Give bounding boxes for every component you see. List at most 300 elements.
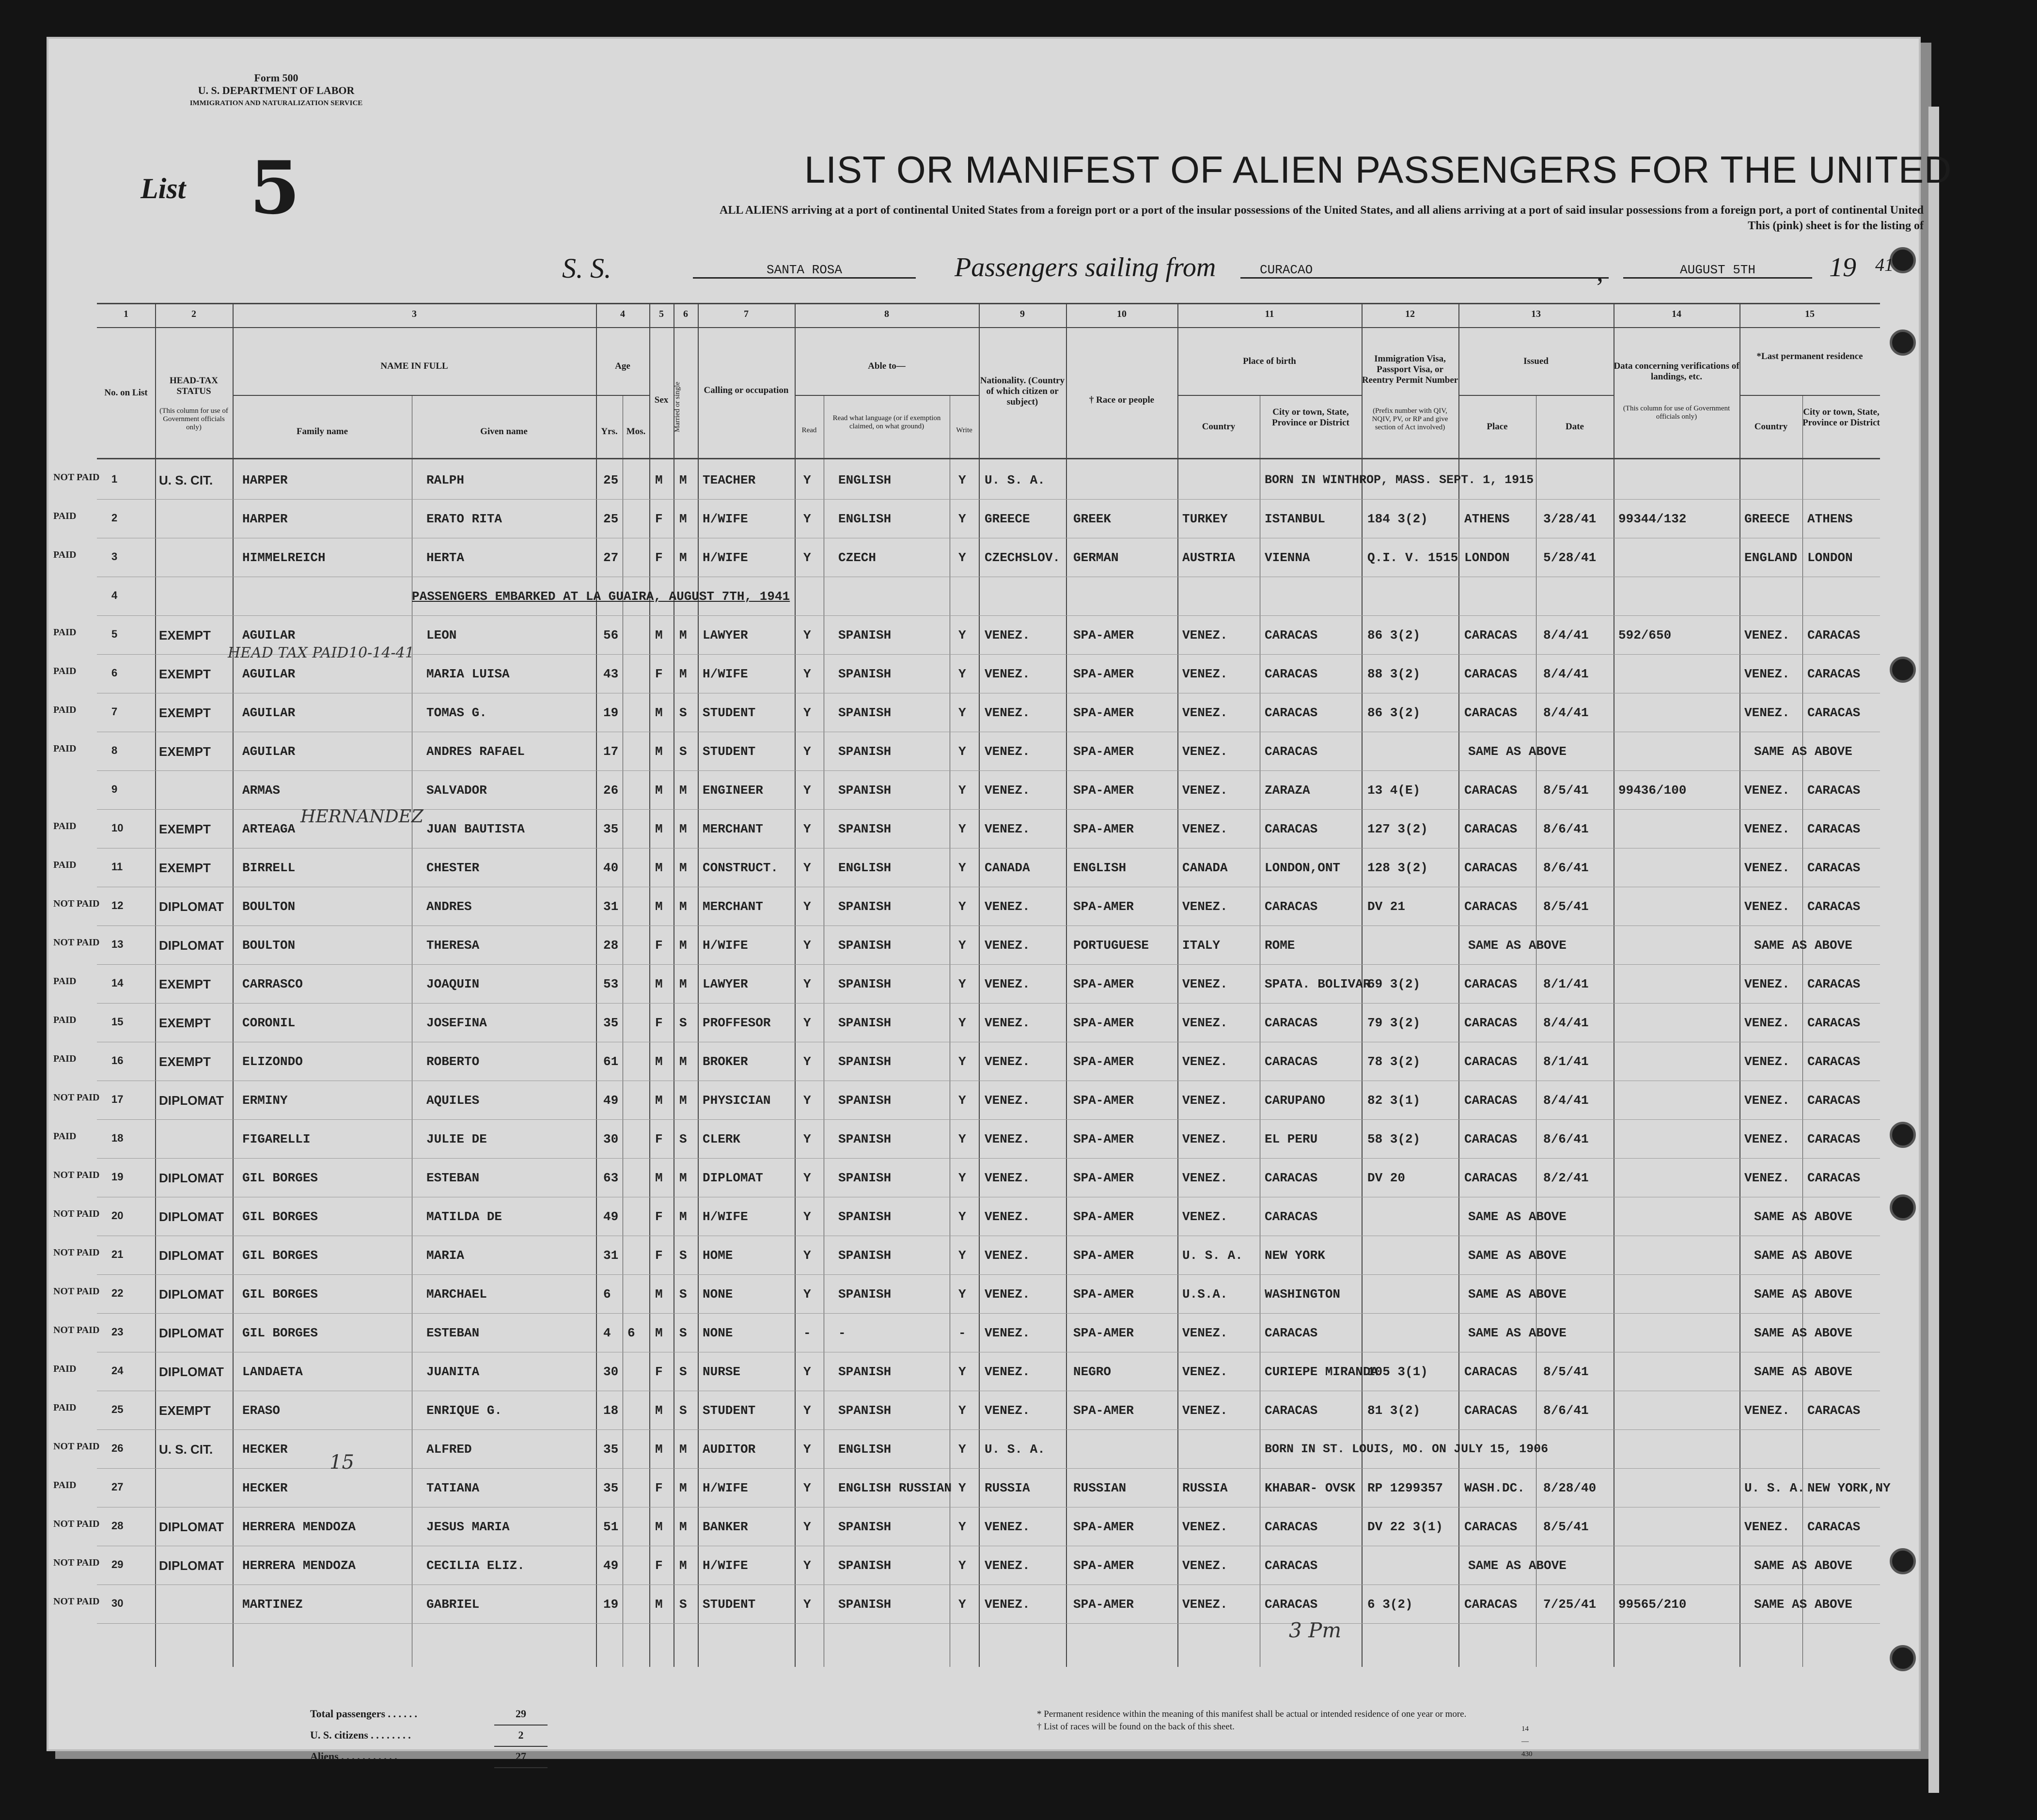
payment-status: PAID: [53, 821, 77, 832]
cell-visa-number: 81 3(2): [1367, 1403, 1421, 1418]
subheader-rule: [233, 395, 596, 396]
cell-age-years: 63: [603, 1171, 619, 1185]
cell-visa-number: DV 21: [1367, 899, 1406, 914]
total-passengers-label: Total passengers: [310, 1708, 386, 1720]
row-rule: [97, 1313, 1880, 1314]
cell-language: SPANISH: [838, 1093, 892, 1108]
cell-visa-number: DV 20: [1367, 1171, 1406, 1185]
cell-residence-country: SAME AS ABOVE: [1754, 1209, 1852, 1224]
form-code: 14—430: [1521, 1725, 1533, 1758]
cell-can-read: Y: [803, 1016, 811, 1030]
cell-residence-city: CARACAS: [1807, 1520, 1861, 1534]
header-given-name: Given name: [480, 426, 528, 437]
cell-given-name: MATILDA DE: [426, 1209, 502, 1224]
cell-race: SPA-AMER: [1073, 1093, 1134, 1108]
cell-marital-status: M: [679, 1442, 687, 1457]
col-num-12: 12: [1405, 309, 1415, 319]
cell-given-name: THERESA: [426, 938, 480, 953]
cell-visa-number: 127 3(2): [1367, 822, 1428, 836]
cell-can-read: Y: [803, 938, 811, 953]
cell-nationality: VENEZ.: [985, 1132, 1030, 1146]
binder-hole: [1890, 247, 1916, 273]
cell-race: GERMAN: [1073, 550, 1119, 565]
cell-language: SPANISH: [838, 1209, 892, 1224]
cell-can-write: Y: [958, 1365, 966, 1379]
cell-issued-date: 8/6/41: [1543, 1132, 1589, 1146]
cell-age-years: 49: [603, 1558, 619, 1573]
cell-nationality: RUSSIA: [985, 1481, 1030, 1495]
cell-age-years: 35: [603, 822, 619, 836]
cell-visa-number: 86 3(2): [1367, 706, 1421, 720]
col-num-9: 9: [1020, 309, 1025, 319]
cell-residence-country: SAME AS ABOVE: [1754, 1365, 1852, 1379]
cell-race: SPA-AMER: [1073, 822, 1134, 836]
cell-age-years: 56: [603, 628, 619, 643]
cell-family-name: AGUILAR: [242, 667, 296, 681]
cell-race: SPA-AMER: [1073, 783, 1134, 798]
cell-given-name: JUANITA: [426, 1365, 480, 1379]
cell-nationality: VENEZ.: [985, 1093, 1030, 1108]
cell-issued-date: 8/2/41: [1543, 1171, 1589, 1185]
manifest-subtitle: [489, 203, 1924, 234]
cell-occupation: NONE: [703, 1287, 733, 1302]
cell-issued-place: CARACAS: [1464, 628, 1518, 643]
cell-race: SPA-AMER: [1073, 1597, 1134, 1612]
header-verification-data: Data concerning verifications of landings, etc.: [1614, 361, 1739, 382]
cell-race: SPA-AMER: [1073, 1054, 1134, 1069]
cell-marital-status: S: [679, 1326, 687, 1340]
col-num-8: 8: [884, 309, 889, 319]
cell-occupation: LAWYER: [703, 977, 748, 991]
column-rule: [795, 303, 796, 1667]
cell-language: ENGLISH: [838, 1442, 892, 1457]
cell-residence-city: LONDON: [1807, 550, 1853, 565]
cell-can-read: Y: [803, 1481, 811, 1495]
totals-row: Aliens . . . . . . . . . . . 27: [310, 1746, 417, 1767]
cell-can-write: Y: [958, 628, 966, 643]
cell-residence-country: VENEZ.: [1744, 628, 1790, 643]
cell-head-tax-status: DIPLOMAT: [159, 938, 224, 953]
cell-nationality: VENEZ.: [985, 1209, 1030, 1224]
cell-language: ENGLISH: [838, 861, 892, 875]
cell-visa-number: 86 3(2): [1367, 628, 1421, 643]
cell-residence-country: VENEZ.: [1744, 1403, 1790, 1418]
cell-issued-date: 8/6/41: [1543, 1403, 1589, 1418]
cell-head-tax-status: EXEMPT: [159, 822, 211, 836]
cell-residence-country: VENEZ.: [1744, 1132, 1790, 1146]
cell-can-write: Y: [958, 977, 966, 991]
header-birth-country: Country: [1202, 422, 1236, 432]
cell-family-name: CORONIL: [242, 1016, 296, 1030]
cell-occupation: PROFFESOR: [703, 1016, 771, 1030]
cell-nationality: U. S. A.: [985, 1442, 1045, 1457]
row-rule: [97, 1623, 1880, 1624]
cell-residence-country: VENEZ.: [1744, 899, 1790, 914]
cell-given-name: ESTEBAN: [426, 1171, 480, 1185]
payment-status: PAID: [53, 511, 77, 521]
cell-can-read: Y: [803, 1442, 811, 1457]
cell-can-write: Y: [958, 1171, 966, 1185]
cell-issued-date: 8/5/41: [1543, 783, 1589, 798]
subheader-rule: [795, 395, 979, 396]
cell-head-tax-status: U. S. CIT.: [159, 473, 213, 487]
cell-language: SPANISH: [838, 1132, 892, 1146]
cell-residence-country: VENEZ.: [1744, 667, 1790, 681]
cell-sex: F: [655, 938, 663, 953]
cell-head-tax-status: EXEMPT: [159, 1403, 211, 1418]
row-rule: [97, 499, 1880, 500]
cell-sex: M: [655, 1093, 663, 1108]
cell-visa-number: 79 3(2): [1367, 1016, 1421, 1030]
cell-race: SPA-AMER: [1073, 1558, 1134, 1573]
cell-birth-city: BORN IN WINTHROP, MASS. SEPT. 1, 1915: [1265, 473, 1534, 487]
cell-race: SPA-AMER: [1073, 744, 1134, 759]
cell-nationality: GREECE: [985, 512, 1030, 526]
cell-visa-number: 128 3(2): [1367, 861, 1428, 875]
cell-can-write: Y: [958, 1520, 966, 1534]
header-sex: Sex: [654, 395, 669, 405]
cell-list-number: 25: [111, 1403, 124, 1415]
cell-race: PORTUGUESE: [1073, 938, 1149, 953]
sailing-label: Passengers sailing from: [955, 252, 1216, 282]
cell-list-number: 30: [111, 1597, 124, 1609]
cell-race: SPA-AMER: [1073, 1287, 1134, 1302]
cell-occupation: BROKER: [703, 1054, 748, 1069]
cell-sex: M: [655, 977, 663, 991]
header-able-to: Able to—: [868, 361, 906, 371]
col-num-13: 13: [1531, 309, 1541, 319]
cell-occupation: NURSE: [703, 1365, 741, 1379]
cell-sex: M: [655, 1326, 663, 1340]
cell-occupation: H/WIFE: [703, 512, 748, 526]
cell-issued-place: CARACAS: [1464, 1403, 1518, 1418]
cell-birth-city: LONDON,ONT: [1265, 861, 1341, 875]
cell-language: SPANISH: [838, 1171, 892, 1185]
cell-birth-city: EL PERU: [1265, 1132, 1318, 1146]
cell-list-number: 18: [111, 1132, 124, 1144]
cell-age-years: 4: [603, 1326, 611, 1340]
col-num-2: 2: [191, 309, 196, 319]
cell-race: SPA-AMER: [1073, 1209, 1134, 1224]
cell-residence-country: SAME AS ABOVE: [1754, 938, 1852, 953]
cell-birth-city: CARACAS: [1265, 899, 1318, 914]
cell-marital-status: M: [679, 1558, 687, 1573]
cell-age-years: 30: [603, 1365, 619, 1379]
cell-given-name: GABRIEL: [426, 1597, 480, 1612]
cell-nationality: CZECHSLOV.: [985, 550, 1061, 565]
payment-status: NOT PAID: [53, 1170, 100, 1180]
cell-list-number: 5: [111, 628, 118, 640]
cell-race: SPA-AMER: [1073, 1403, 1134, 1418]
header-write: Write: [956, 426, 972, 434]
cell-head-tax-status: EXEMPT: [159, 628, 211, 643]
cell-marital-status: M: [679, 1093, 687, 1108]
payment-status: PAID: [53, 860, 77, 870]
table-top-rule: [97, 303, 1880, 304]
cell-can-read: Y: [803, 744, 811, 759]
cell-residence-city: CARACAS: [1807, 1054, 1861, 1069]
cell-can-read: Y: [803, 1248, 811, 1263]
cell-marital-status: S: [679, 1132, 687, 1146]
row-rule: [97, 1274, 1880, 1275]
cell-can-write: Y: [958, 783, 966, 798]
cell-given-name: MARIA: [426, 1248, 465, 1263]
row-rule: [97, 1003, 1880, 1004]
cell-list-number: 9: [111, 783, 118, 795]
header-visa: Immigration Visa, Passport Visa, or Reentry Permit Number: [1362, 354, 1458, 385]
header-head-tax-note: (This column for use of Government officials only): [159, 407, 228, 431]
cell-language: -: [838, 1326, 846, 1340]
cell-nationality: VENEZ.: [985, 628, 1030, 643]
cell-issued-place: CARACAS: [1464, 1093, 1518, 1108]
cell-can-write: Y: [958, 1209, 966, 1224]
cell-can-write: Y: [958, 1403, 966, 1418]
cell-can-write: Y: [958, 1597, 966, 1612]
cell-can-write: Y: [958, 1287, 966, 1302]
cell-family-name: GIL BORGES: [242, 1287, 318, 1302]
cell-family-name: HARPER: [242, 473, 288, 487]
cell-issued-place: SAME AS ABOVE: [1468, 744, 1567, 759]
cell-list-number: 12: [111, 899, 124, 911]
cell-residence-country: SAME AS ABOVE: [1754, 744, 1852, 759]
cell-language: SPANISH: [838, 938, 892, 953]
cell-age-years: 17: [603, 744, 619, 759]
cell-can-write: Y: [958, 1093, 966, 1108]
cell-marital-status: M: [679, 1481, 687, 1495]
cell-given-name: JOSEFINA: [426, 1016, 487, 1030]
cell-can-write: Y: [958, 473, 966, 487]
cell-birth-city: BORN IN ST. LOUIS, MO. ON JULY 15, 1906: [1265, 1442, 1549, 1456]
header-age-years: Yrs.: [601, 426, 618, 437]
cell-residence-city: CARACAS: [1807, 706, 1861, 720]
cell-sex: F: [655, 1481, 663, 1495]
cell-nationality: VENEZ.: [985, 822, 1030, 836]
cell-birth-country: U.S.A.: [1182, 1287, 1228, 1302]
totals-block: [310, 1703, 526, 1767]
cell-list-number: 27: [111, 1481, 124, 1493]
row-rule: [97, 1468, 1880, 1469]
cell-birth-country: VENEZ.: [1182, 783, 1228, 798]
cell-marital-status: S: [679, 1597, 687, 1612]
cell-age-years: 27: [603, 550, 619, 565]
cell-occupation: LAWYER: [703, 628, 748, 643]
payment-status: PAID: [53, 1053, 77, 1064]
cell-nationality: VENEZ.: [985, 1597, 1030, 1612]
cell-occupation: TEACHER: [703, 473, 756, 487]
payment-status: NOT PAID: [53, 1557, 100, 1568]
cell-race: SPA-AMER: [1073, 628, 1134, 643]
column-rule: [698, 303, 699, 1667]
cell-age-years: 35: [603, 1442, 619, 1457]
cell-visa-number: 105 3(1): [1367, 1365, 1428, 1379]
cell-sex: F: [655, 667, 663, 681]
header-read: Read: [801, 426, 817, 434]
cell-birth-country: VENEZ.: [1182, 628, 1228, 643]
cell-head-tax-status: EXEMPT: [159, 1016, 211, 1030]
service-name: IMMIGRATION AND NATURALIZATION SERVICE: [189, 99, 363, 107]
cell-nationality: VENEZ.: [985, 1403, 1030, 1418]
header-issued: Issued: [1523, 356, 1549, 366]
cell-residence-country: SAME AS ABOVE: [1754, 1597, 1852, 1612]
cell-verification-data: 99344/132: [1618, 512, 1687, 526]
cell-language: SPANISH: [838, 822, 892, 836]
cell-can-write: Y: [958, 706, 966, 720]
cell-issued-place: CARACAS: [1464, 1365, 1518, 1379]
cell-visa-number: Q.I. V. 1515: [1367, 550, 1458, 565]
cell-family-name: HARPER: [242, 512, 288, 526]
cell-race: SPA-AMER: [1073, 706, 1134, 720]
cell-given-name: HERTA: [426, 550, 465, 565]
cell-can-write: Y: [958, 899, 966, 914]
cell-verification-data: 99565/210: [1618, 1597, 1687, 1612]
cell-list-number: 16: [111, 1054, 124, 1067]
manifest-title: LIST OR MANIFEST OF ALIEN PASSENGERS FOR THE UNITED: [804, 148, 1952, 191]
cell-occupation: CONSTRUCT.: [703, 861, 779, 875]
header-issued-date: Date: [1566, 422, 1584, 432]
cell-residence-city: CARACAS: [1807, 628, 1861, 643]
cell-marital-status: M: [679, 861, 687, 875]
cell-given-name: CECILIA ELIZ.: [426, 1558, 525, 1573]
cell-visa-number: DV 22 3(1): [1367, 1520, 1443, 1534]
cell-age-years: 19: [603, 706, 619, 720]
cell-list-number: 20: [111, 1209, 124, 1222]
cell-nationality: VENEZ.: [985, 1016, 1030, 1030]
cell-nationality: VENEZ.: [985, 1054, 1030, 1069]
cell-can-read: Y: [803, 1520, 811, 1534]
cell-given-name: CHESTER: [426, 861, 480, 875]
cell-can-write: Y: [958, 822, 966, 836]
cell-head-tax-status: U. S. CIT.: [159, 1442, 213, 1457]
cell-issued-place: CARACAS: [1464, 1132, 1518, 1146]
cell-can-write: Y: [958, 1132, 966, 1146]
cell-list-number: 21: [111, 1248, 124, 1260]
cell-issued-place: SAME AS ABOVE: [1468, 1287, 1567, 1302]
cell-age-years: 19: [603, 1597, 619, 1612]
cell-verification-data: 592/650: [1618, 628, 1672, 643]
cell-language: SPANISH: [838, 1520, 892, 1534]
cell-language: SPANISH: [838, 783, 892, 798]
cell-age-years: 30: [603, 1132, 619, 1146]
cell-language: SPANISH: [838, 744, 892, 759]
cell-residence-country: GREECE: [1744, 512, 1790, 526]
payment-status: PAID: [53, 1364, 77, 1374]
cell-list-number: 11: [111, 861, 123, 873]
cell-marital-status: M: [679, 822, 687, 836]
cell-issued-place: ATHENS: [1464, 512, 1510, 526]
cell-issued-date: 8/5/41: [1543, 899, 1589, 914]
handwritten-fifteen: 15: [329, 1451, 354, 1474]
cell-head-tax-status: EXEMPT: [159, 706, 211, 720]
payment-status: NOT PAID: [53, 1208, 100, 1219]
cell-given-name: SALVADOR: [426, 783, 487, 798]
cell-given-name: JULIE DE: [426, 1132, 487, 1146]
row-rule: [97, 615, 1880, 616]
cell-language: SPANISH: [838, 1403, 892, 1418]
cell-list-number: 28: [111, 1520, 124, 1532]
cell-sex: F: [655, 550, 663, 565]
cell-sex: M: [655, 473, 663, 487]
cell-race: SPA-AMER: [1073, 1520, 1134, 1534]
cell-occupation: BANKER: [703, 1520, 748, 1534]
cell-language: ENGLISH RUSSIAN: [838, 1481, 952, 1495]
cell-head-tax-status: DIPLOMAT: [159, 1209, 224, 1224]
cell-issued-date: 8/1/41: [1543, 977, 1589, 991]
subheader-rule: [596, 395, 649, 396]
cell-head-tax-status: DIPLOMAT: [159, 1287, 224, 1302]
cell-given-name: ENRIQUE G.: [426, 1403, 502, 1418]
cell-head-tax-status: DIPLOMAT: [159, 899, 224, 914]
column-rule: [1458, 303, 1459, 1667]
cell-head-tax-status: EXEMPT: [159, 861, 211, 875]
cell-birth-country: VENEZ.: [1182, 1016, 1228, 1030]
cell-list-number: 10: [111, 822, 124, 834]
cell-race: SPA-AMER: [1073, 1016, 1134, 1030]
total-passengers-value: 29: [494, 1703, 548, 1726]
cell-can-write: Y: [958, 1248, 966, 1263]
cell-race: SPA-AMER: [1073, 1326, 1134, 1340]
cell-marital-status: M: [679, 628, 687, 643]
cell-sex: M: [655, 628, 663, 643]
cell-occupation: H/WIFE: [703, 550, 748, 565]
cell-can-write: Y: [958, 744, 966, 759]
cell-list-number: 7: [111, 706, 118, 718]
binder-hole: [1890, 1645, 1916, 1671]
cell-can-write: Y: [958, 667, 966, 681]
cell-residence-city: CARACAS: [1807, 1132, 1861, 1146]
cell-can-read: Y: [803, 977, 811, 991]
cell-head-tax-status: DIPLOMAT: [159, 1171, 224, 1185]
totals-row: Total passengers . . . . . . 29: [310, 1703, 417, 1725]
cell-birth-city: CARACAS: [1265, 744, 1318, 759]
cell-sex: F: [655, 512, 663, 526]
cell-birth-country: VENEZ.: [1182, 1520, 1228, 1534]
binder-hole: [1890, 1122, 1916, 1148]
cell-birth-country: VENEZ.: [1182, 1171, 1228, 1185]
cell-age-years: 6: [603, 1287, 611, 1302]
aliens-label: Aliens: [310, 1750, 339, 1762]
payment-status: NOT PAID: [53, 1441, 100, 1452]
cell-nationality: VENEZ.: [985, 899, 1030, 914]
cell-birth-city: CARACAS: [1265, 1520, 1318, 1534]
cell-birth-country: CANADA: [1182, 861, 1228, 875]
header-age: Age: [615, 361, 630, 371]
cell-residence-city: CARACAS: [1807, 1093, 1861, 1108]
cell-issued-place: SAME AS ABOVE: [1468, 1326, 1567, 1340]
cell-birth-country: TURKEY: [1182, 512, 1228, 526]
cell-age-years: 25: [603, 473, 619, 487]
cell-issued-place: SAME AS ABOVE: [1468, 1558, 1567, 1573]
cell-issued-place: CARACAS: [1464, 822, 1518, 836]
cell-visa-number: 184 3(2): [1367, 512, 1428, 526]
handwritten-bottom-note: 3 Pm: [1289, 1618, 1342, 1642]
cell-issued-place: SAME AS ABOVE: [1468, 938, 1567, 953]
cell-given-name: ROBERTO: [426, 1054, 480, 1069]
cell-can-write: Y: [958, 938, 966, 953]
cell-marital-status: M: [679, 473, 687, 487]
cell-race: ENGLISH: [1073, 861, 1127, 875]
cell-birth-city: CARACAS: [1265, 1326, 1318, 1340]
us-citizens-value: 2: [494, 1725, 548, 1747]
cell-sex: F: [655, 1248, 663, 1263]
cell-given-name: ANDRES: [426, 899, 472, 914]
cell-occupation: AUDITOR: [703, 1442, 756, 1457]
cell-marital-status: M: [679, 1520, 687, 1534]
cell-occupation: H/WIFE: [703, 1481, 748, 1495]
cell-can-read: Y: [803, 1365, 811, 1379]
cell-language: ENGLISH: [838, 473, 892, 487]
cell-given-name: ALFRED: [426, 1442, 472, 1457]
cell-race: SPA-AMER: [1073, 1132, 1134, 1146]
